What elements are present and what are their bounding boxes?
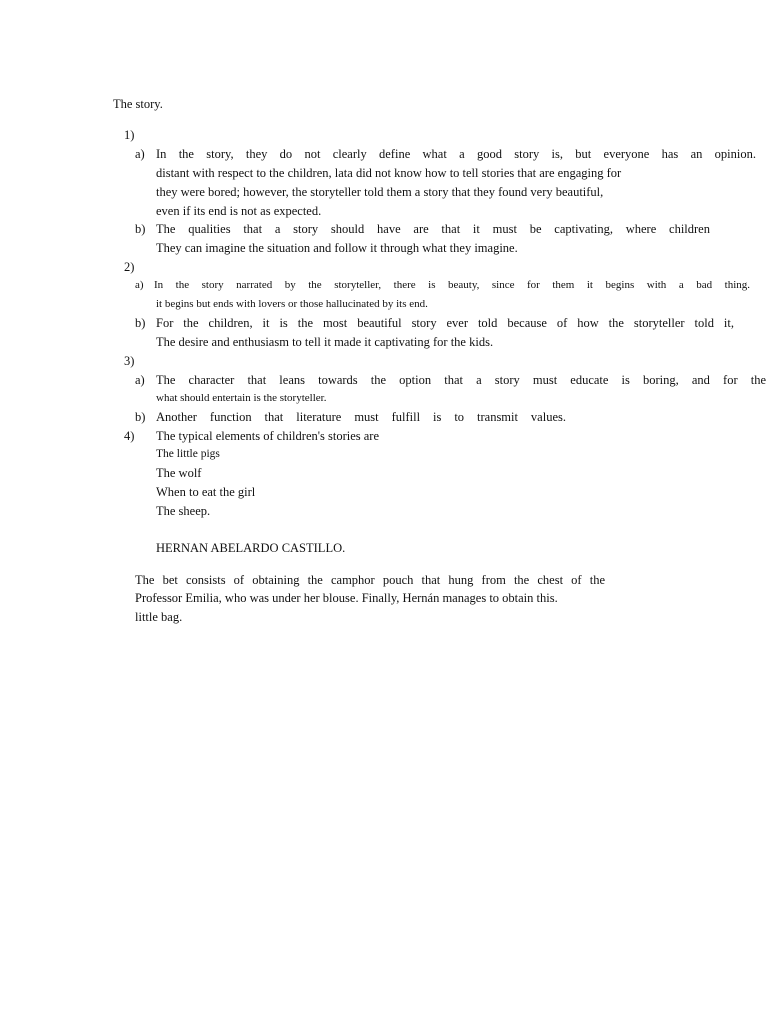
paragraph-line: The typical elements of children's stories are xyxy=(156,429,380,443)
paragraph-line: In the story narrated by the storyteller, there is beauty, since for them it begins with a bad thing. xyxy=(154,279,750,291)
list-item: When to eat the girl xyxy=(156,485,256,499)
paragraph-line: what should entertain is the storyteller. xyxy=(156,392,327,404)
paragraph-line: they were bored; however, the storyteller told them a story that they found very beautiful, xyxy=(156,185,604,199)
list-item: The wolf xyxy=(156,466,202,480)
item-marker: a) xyxy=(135,373,145,387)
paragraph-line: The qualities that a story should have are that it must be captivating, where children xyxy=(156,222,710,236)
paragraph-line: it begins but ends with lovers or those hallucinated by its end. xyxy=(156,298,428,310)
paragraph-line: Another function that literature must fulfill is to transmit values. xyxy=(156,410,566,424)
paragraph-line: little bag. xyxy=(135,610,183,624)
document-title: The story. xyxy=(113,97,163,111)
item-marker: a) xyxy=(135,279,144,291)
section-number-3: 3) xyxy=(124,354,135,368)
paragraph-line: They can imagine the situation and follow it through what they imagine. xyxy=(156,241,518,255)
paragraph-line: The character that leans towards the option that a story must educate is boring, and for the xyxy=(156,373,766,387)
paragraph-line: Professor Emilia, who was under her blouse. Finally, Hernán manages to obtain this. xyxy=(135,591,558,605)
item-marker: b) xyxy=(135,410,146,424)
item-marker: b) xyxy=(135,316,146,330)
section-number-2: 2) xyxy=(124,260,135,274)
paragraph-line: even if its end is not as expected. xyxy=(156,204,322,218)
paragraph-line: The bet consists of obtaining the camphor pouch that hung from the chest of the xyxy=(135,573,605,587)
item-marker: a) xyxy=(135,147,145,161)
paragraph-line: In the story, they do not clearly define what a good story is, but everyone has an opinion. xyxy=(156,147,756,161)
author-heading: HERNAN ABELARDO CASTILLO. xyxy=(156,541,346,555)
section-number-1: 1) xyxy=(124,128,135,142)
list-item: The little pigs xyxy=(156,448,220,460)
paragraph-line: The desire and enthusiasm to tell it made it captivating for the kids. xyxy=(156,335,494,349)
paragraph-line: distant with respect to the children, lata did not know how to tell stories that are engaging for xyxy=(156,166,622,180)
item-marker: b) xyxy=(135,222,146,236)
list-item: The sheep. xyxy=(156,504,211,518)
paragraph-line: For the children, it is the most beautiful story ever told because of how the storyteller told it, xyxy=(156,316,734,330)
section-number-4: 4) xyxy=(124,429,135,443)
